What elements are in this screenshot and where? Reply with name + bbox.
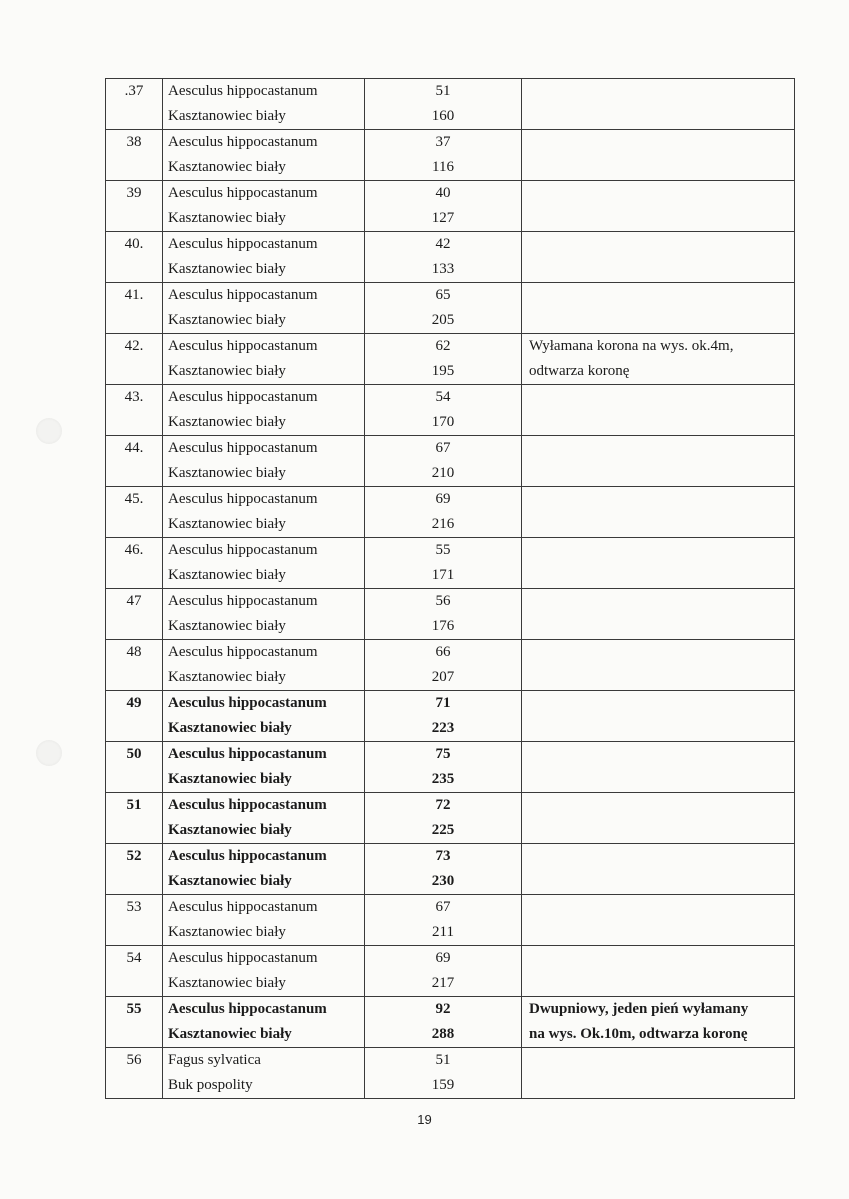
measurement-value-1: 56 <box>435 593 451 609</box>
measurement-value-2: 211 <box>432 924 454 940</box>
tree-number-cell <box>106 742 163 793</box>
tree-inventory-table <box>105 78 795 1099</box>
tree-number-cell <box>106 232 163 283</box>
latin-name: Fagus sylvatica <box>168 1052 261 1068</box>
species-cell <box>163 130 365 181</box>
polish-name: Kasztanowiec biały <box>168 261 286 277</box>
polish-name: Kasztanowiec biały <box>168 363 286 379</box>
tree-number-cell <box>106 538 163 589</box>
species-cell <box>163 334 365 385</box>
species-cell <box>163 487 365 538</box>
measurement-cell <box>365 1048 522 1099</box>
tree-number: 40. <box>124 236 144 252</box>
measurement-cell <box>365 844 522 895</box>
species-cell <box>163 385 365 436</box>
polish-name: Buk pospolity <box>168 1077 253 1093</box>
note-line-1: Wyłamana korona na wys. ok.4m, <box>529 338 734 354</box>
note-cell <box>522 742 795 793</box>
note-cell <box>522 844 795 895</box>
tree-number-cell <box>106 844 163 895</box>
measurement-value-2: 207 <box>431 669 455 685</box>
measurement-value-1: 42 <box>435 236 451 252</box>
latin-name: Aesculus hippocastanum <box>168 848 327 864</box>
tree-number: 46. <box>124 542 144 558</box>
polish-name: Kasztanowiec biały <box>168 516 286 532</box>
polish-name: Kasztanowiec biały <box>168 873 292 889</box>
species-cell <box>163 1048 365 1099</box>
punch-hole <box>36 740 62 766</box>
tree-number: 56 <box>126 1052 142 1068</box>
species-cell <box>163 997 365 1048</box>
measurement-value-2: 235 <box>431 771 455 787</box>
measurement-value-1: 69 <box>435 950 451 966</box>
tree-number-cell <box>106 79 163 130</box>
measurement-value-2: 170 <box>431 414 455 430</box>
measurement-cell <box>365 79 522 130</box>
note-cell <box>522 334 795 385</box>
latin-name: Aesculus hippocastanum <box>168 185 318 201</box>
tree-number-cell <box>106 589 163 640</box>
polish-name: Kasztanowiec biały <box>168 108 286 124</box>
species-cell <box>163 283 365 334</box>
table-row <box>106 997 795 1048</box>
measurement-cell <box>365 334 522 385</box>
species-cell <box>163 79 365 130</box>
note-cell <box>522 283 795 334</box>
measurement-cell <box>365 742 522 793</box>
polish-name: Kasztanowiec biały <box>168 720 292 736</box>
measurement-value-1: 51 <box>435 1052 451 1068</box>
tree-number: .37 <box>124 83 144 99</box>
note-cell <box>522 997 795 1048</box>
tree-number: 54 <box>126 950 142 966</box>
table-row <box>106 385 795 436</box>
table-row <box>106 742 795 793</box>
latin-name: Aesculus hippocastanum <box>168 950 318 966</box>
measurement-cell <box>365 895 522 946</box>
tree-number-cell <box>106 946 163 997</box>
note-cell <box>522 640 795 691</box>
tree-number-cell <box>106 283 163 334</box>
measurement-cell <box>365 538 522 589</box>
polish-name: Kasztanowiec biały <box>168 159 286 175</box>
tree-number: 53 <box>126 899 142 915</box>
latin-name: Aesculus hippocastanum <box>168 1001 327 1017</box>
species-cell <box>163 538 365 589</box>
note-cell <box>522 895 795 946</box>
latin-name: Aesculus hippocastanum <box>168 287 318 303</box>
tree-number: 51 <box>126 797 142 813</box>
species-cell <box>163 946 365 997</box>
tree-number: 49 <box>126 695 142 711</box>
species-cell <box>163 181 365 232</box>
latin-name: Aesculus hippocastanum <box>168 797 327 813</box>
measurement-cell <box>365 997 522 1048</box>
page-number: 19 <box>417 1112 432 1127</box>
species-cell <box>163 844 365 895</box>
tree-number-cell <box>106 130 163 181</box>
note-cell <box>522 946 795 997</box>
measurement-value-2: 210 <box>431 465 455 481</box>
latin-name: Aesculus hippocastanum <box>168 236 318 252</box>
measurement-value-2: 205 <box>431 312 455 328</box>
table-row <box>106 1048 795 1099</box>
table-row <box>106 436 795 487</box>
polish-name: Kasztanowiec biały <box>168 465 286 481</box>
tree-number: 50 <box>126 746 142 762</box>
latin-name: Aesculus hippocastanum <box>168 695 327 711</box>
measurement-value-2: 160 <box>431 108 455 124</box>
species-cell <box>163 691 365 742</box>
tree-number: 42. <box>124 338 144 354</box>
tree-number-cell <box>106 181 163 232</box>
measurement-value-1: 54 <box>435 389 451 405</box>
species-cell <box>163 232 365 283</box>
tree-number: 41. <box>124 287 144 303</box>
tree-number: 38 <box>126 134 142 150</box>
measurement-cell <box>365 487 522 538</box>
note-cell <box>522 691 795 742</box>
polish-name: Kasztanowiec biały <box>168 1026 292 1042</box>
note-cell <box>522 385 795 436</box>
table-row <box>106 793 795 844</box>
note-cell <box>522 487 795 538</box>
measurement-value-2: 288 <box>431 1026 455 1042</box>
tree-number: 52 <box>126 848 142 864</box>
tree-number-cell <box>106 1048 163 1099</box>
note-line-2: na wys. Ok.10m, odtwarza koronę <box>529 1026 748 1042</box>
tree-number-cell <box>106 997 163 1048</box>
measurement-cell <box>365 385 522 436</box>
measurement-cell <box>365 130 522 181</box>
tree-number-cell <box>106 436 163 487</box>
note-cell <box>522 181 795 232</box>
polish-name: Kasztanowiec biały <box>168 822 292 838</box>
note-line-2: odtwarza koronę <box>529 363 630 379</box>
latin-name: Aesculus hippocastanum <box>168 389 318 405</box>
latin-name: Aesculus hippocastanum <box>168 134 318 150</box>
tree-number-cell <box>106 691 163 742</box>
measurement-cell <box>365 232 522 283</box>
measurement-value-2: 127 <box>431 210 455 226</box>
tree-number: 44. <box>124 440 144 456</box>
measurement-value-1: 55 <box>435 542 451 558</box>
table-row <box>106 130 795 181</box>
measurement-value-2: 223 <box>431 720 455 736</box>
measurement-value-1: 92 <box>435 1001 451 1017</box>
measurement-cell <box>365 640 522 691</box>
measurement-value-1: 65 <box>435 287 451 303</box>
table-row <box>106 538 795 589</box>
measurement-value-2: 116 <box>432 159 454 175</box>
table-row <box>106 334 795 385</box>
polish-name: Kasztanowiec biały <box>168 924 286 940</box>
measurement-value-2: 225 <box>431 822 455 838</box>
measurement-value-2: 176 <box>431 618 455 634</box>
note-cell <box>522 436 795 487</box>
tree-number: 55 <box>126 1001 142 1017</box>
table-body <box>106 79 795 1099</box>
polish-name: Kasztanowiec biały <box>168 669 286 685</box>
measurement-value-2: 216 <box>431 516 455 532</box>
measurement-value-1: 72 <box>435 797 451 813</box>
latin-name: Aesculus hippocastanum <box>168 491 318 507</box>
measurement-value-1: 67 <box>435 899 451 915</box>
latin-name: Aesculus hippocastanum <box>168 440 318 456</box>
measurement-cell <box>365 691 522 742</box>
note-cell <box>522 130 795 181</box>
measurement-value-1: 75 <box>435 746 451 762</box>
tree-number-cell <box>106 487 163 538</box>
polish-name: Kasztanowiec biały <box>168 414 286 430</box>
measurement-value-1: 66 <box>435 644 451 660</box>
tree-number: 43. <box>124 389 144 405</box>
measurement-cell <box>365 283 522 334</box>
species-cell <box>163 742 365 793</box>
species-cell <box>163 589 365 640</box>
note-cell <box>522 793 795 844</box>
tree-number: 45. <box>124 491 144 507</box>
tree-number-cell <box>106 793 163 844</box>
note-line-1: Dwupniowy, jeden pień wyłamany <box>529 1001 749 1017</box>
measurement-value-1: 40 <box>435 185 451 201</box>
measurement-value-1: 62 <box>435 338 451 354</box>
table-row <box>106 487 795 538</box>
measurement-cell <box>365 946 522 997</box>
latin-name: Aesculus hippocastanum <box>168 338 318 354</box>
polish-name: Kasztanowiec biały <box>168 210 286 226</box>
table-row <box>106 895 795 946</box>
tree-number: 48 <box>126 644 142 660</box>
table-row <box>106 844 795 895</box>
latin-name: Aesculus hippocastanum <box>168 644 318 660</box>
measurement-value-1: 37 <box>435 134 451 150</box>
latin-name: Aesculus hippocastanum <box>168 593 318 609</box>
measurement-value-2: 133 <box>431 261 455 277</box>
polish-name: Kasztanowiec biały <box>168 312 286 328</box>
table-row <box>106 589 795 640</box>
polish-name: Kasztanowiec biały <box>168 771 292 787</box>
polish-name: Kasztanowiec biały <box>168 567 286 583</box>
measurement-value-2: 195 <box>431 363 455 379</box>
measurement-value-1: 69 <box>435 491 451 507</box>
measurement-value-1: 51 <box>435 83 451 99</box>
measurement-value-2: 230 <box>431 873 455 889</box>
measurement-cell <box>365 181 522 232</box>
measurement-value-2: 159 <box>431 1077 455 1093</box>
latin-name: Aesculus hippocastanum <box>168 542 318 558</box>
tree-number-cell <box>106 334 163 385</box>
tree-number: 39 <box>126 185 142 201</box>
measurement-value-1: 71 <box>435 695 451 711</box>
table-row <box>106 79 795 130</box>
table-row <box>106 283 795 334</box>
table-row <box>106 946 795 997</box>
note-cell <box>522 232 795 283</box>
latin-name: Aesculus hippocastanum <box>168 899 318 915</box>
measurement-cell <box>365 436 522 487</box>
polish-name: Kasztanowiec biały <box>168 975 286 991</box>
species-cell <box>163 436 365 487</box>
table-row <box>106 640 795 691</box>
note-cell <box>522 79 795 130</box>
tree-number: 47 <box>126 593 142 609</box>
measurement-cell <box>365 589 522 640</box>
measurement-value-2: 171 <box>431 567 455 583</box>
species-cell <box>163 895 365 946</box>
punch-hole <box>36 418 62 444</box>
note-cell <box>522 538 795 589</box>
measurement-value-2: 217 <box>431 975 455 991</box>
tree-number-cell <box>106 895 163 946</box>
latin-name: Aesculus hippocastanum <box>168 746 327 762</box>
measurement-cell <box>365 793 522 844</box>
tree-number-cell <box>106 385 163 436</box>
table-row <box>106 181 795 232</box>
tree-number-cell <box>106 640 163 691</box>
table-row <box>106 691 795 742</box>
measurement-value-1: 73 <box>435 848 451 864</box>
table-row <box>106 232 795 283</box>
polish-name: Kasztanowiec biały <box>168 618 286 634</box>
latin-name: Aesculus hippocastanum <box>168 83 318 99</box>
species-cell <box>163 793 365 844</box>
note-cell <box>522 1048 795 1099</box>
species-cell <box>163 640 365 691</box>
note-cell <box>522 589 795 640</box>
measurement-value-1: 67 <box>435 440 451 456</box>
